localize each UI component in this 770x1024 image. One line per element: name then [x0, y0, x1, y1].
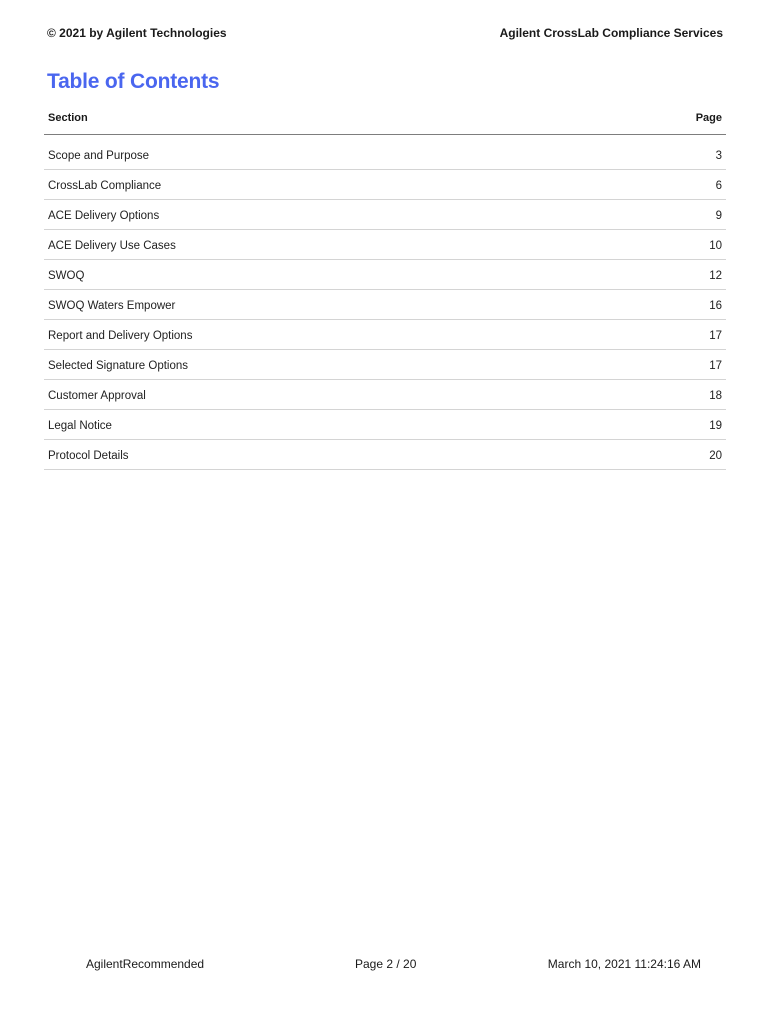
toc-row[interactable] [44, 200, 726, 230]
page-header [47, 26, 723, 42]
toc-section-title: Scope and Purpose [48, 150, 150, 162]
page-column-header: Page [695, 112, 722, 124]
page-number: Page 2 / 20 [355, 957, 417, 971]
timestamp: March 10, 2021 11:24:16 AM [547, 957, 701, 971]
toc-section-title: SWOQ Waters Empower [48, 300, 176, 312]
toc-section-title: Customer Approval [48, 390, 146, 402]
toc-rows [44, 140, 726, 470]
toc-section-title: CrossLab Compliance [48, 180, 162, 192]
toc-header-row [44, 108, 726, 135]
toc-section-title: ACE Delivery Options [48, 210, 160, 222]
toc-page-number: 17 [709, 330, 722, 342]
toc-page-number: 19 [709, 420, 722, 432]
toc-page-number: 17 [709, 360, 722, 372]
toc-section-title: ACE Delivery Use Cases [48, 240, 176, 252]
toc-page-number: 10 [709, 240, 722, 252]
toc-page-number: 16 [709, 300, 722, 312]
toc-page-number: 12 [709, 270, 722, 282]
section-column-header: Section [48, 112, 88, 124]
toc-row[interactable] [44, 380, 726, 410]
toc-row[interactable] [44, 260, 726, 290]
table-of-contents [44, 108, 726, 470]
toc-page-number: 20 [709, 450, 722, 462]
toc-section-title: Selected Signature Options [48, 360, 189, 372]
copyright-text: © 2021 by Agilent Technologies [47, 26, 227, 40]
toc-row[interactable] [44, 410, 726, 440]
toc-row[interactable] [44, 440, 726, 470]
toc-page-number: 9 [715, 210, 722, 222]
toc-section-title: SWOQ [48, 270, 85, 282]
toc-row[interactable] [44, 140, 726, 170]
toc-row[interactable] [44, 230, 726, 260]
page-title: Table of Contents [47, 70, 220, 93]
toc-row[interactable] [44, 170, 726, 200]
page-footer [0, 957, 770, 973]
document-title: Agilent CrossLab Compliance Services [499, 26, 723, 40]
footer-profile-name: AgilentRecommended [86, 957, 205, 971]
toc-page-number: 6 [715, 180, 722, 192]
toc-section-title: Legal Notice [48, 420, 112, 432]
toc-section-title: Protocol Details [48, 450, 129, 462]
toc-page-number: 3 [715, 150, 722, 162]
toc-row[interactable] [44, 320, 726, 350]
toc-page-number: 18 [709, 390, 722, 402]
toc-section-title: Report and Delivery Options [48, 330, 193, 342]
toc-row[interactable] [44, 350, 726, 380]
toc-row[interactable] [44, 290, 726, 320]
